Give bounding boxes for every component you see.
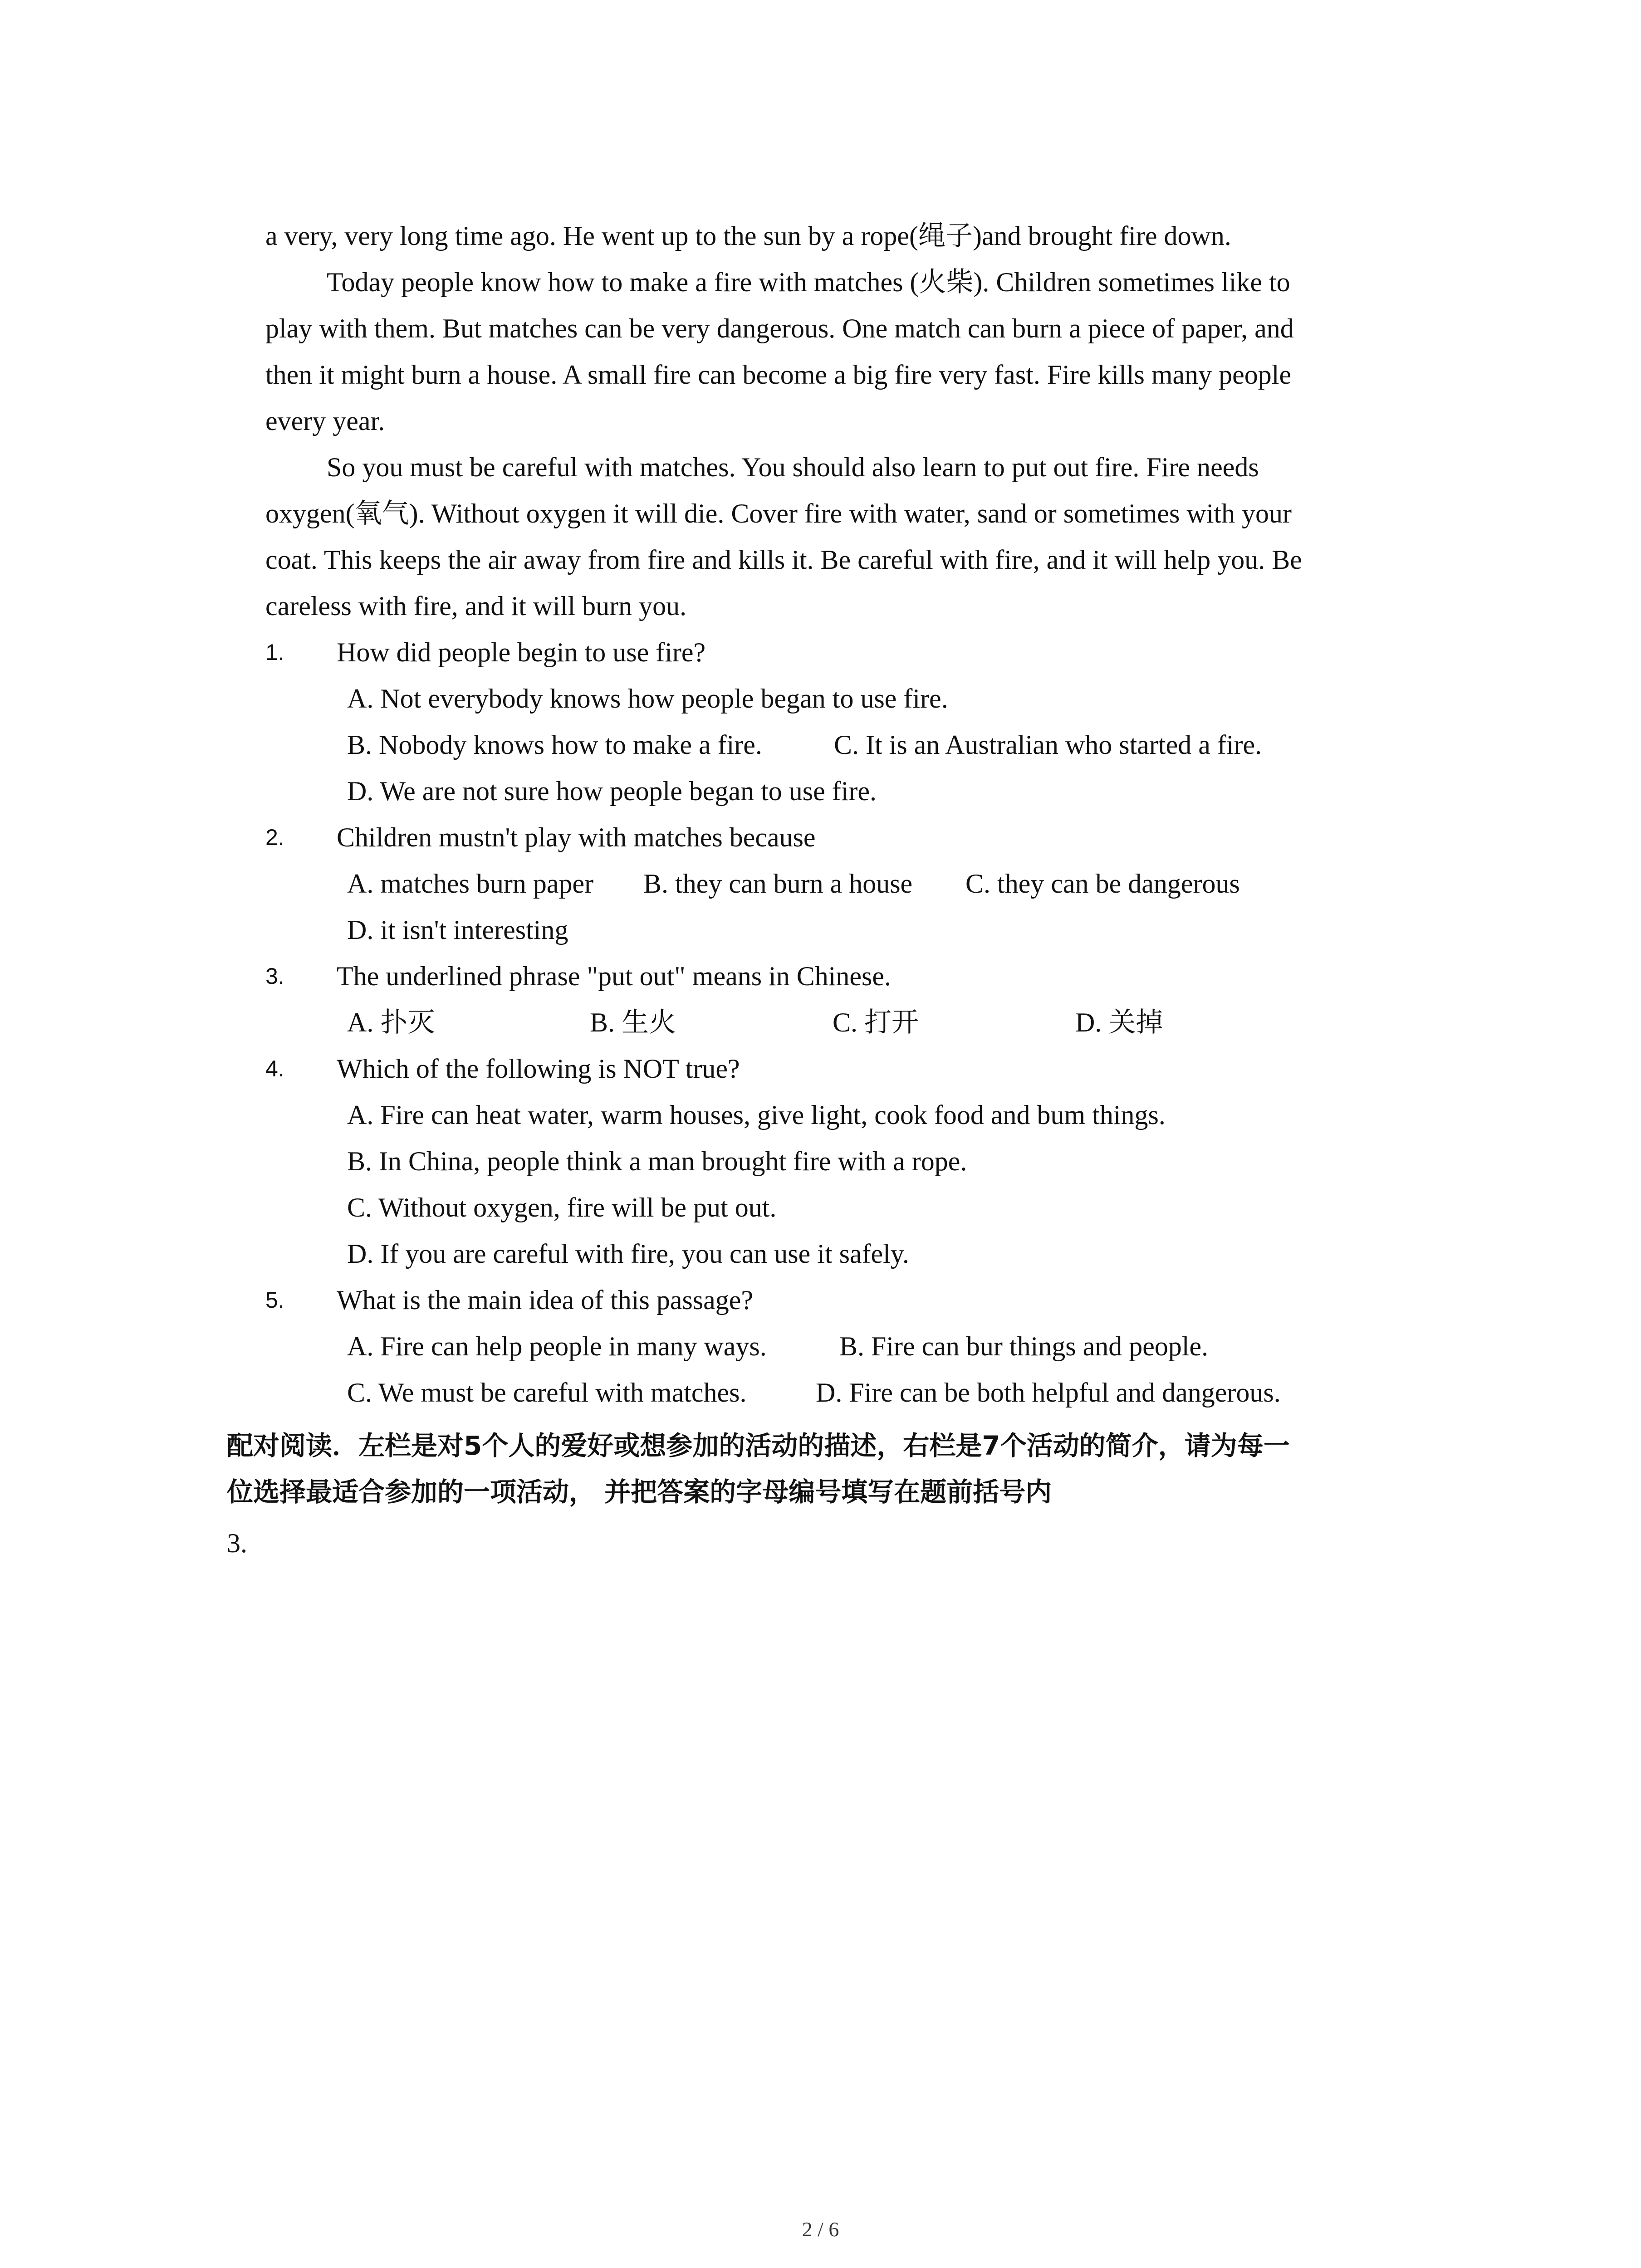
- question-number: 1.: [265, 640, 284, 665]
- section-number: 3.: [227, 1528, 247, 1558]
- passage-line: coat. This keeps the air away from fire and kills it. Be careful with fire, and it will help you. Be: [265, 545, 1302, 575]
- answer-option: D. We are not sure how people began to use fire.: [347, 776, 877, 806]
- passage-line: then it might burn a house. A small fire can become a big fire very fast. Fire kills many people: [265, 360, 1292, 390]
- answer-option: C. 打开: [833, 1007, 919, 1037]
- answer-option: A. Fire can help people in many ways.: [347, 1331, 767, 1361]
- passage-line: Today people know how to make a fire with matches (火柴). Children sometimes like to: [327, 267, 1290, 297]
- answer-option: A. Fire can heat water, warm houses, give light, cook food and bum things.: [347, 1100, 1166, 1130]
- section-instruction: 配对阅读．左栏是对5个人的爱好或想参加的活动的描述，右栏是7个活动的简介，请为每一: [227, 1430, 1290, 1461]
- answer-option: C. It is an Australian who started a fire.: [834, 730, 1262, 760]
- question-stem: Which of the following is NOT true?: [337, 1054, 740, 1084]
- question-number: 2.: [265, 825, 284, 850]
- answer-option: A. matches burn paper: [347, 869, 594, 899]
- answer-option: B. Nobody knows how to make a fire.: [347, 730, 762, 760]
- passage-line: oxygen(氧气). Without oxygen it will die. Cover fire with water, sand or sometimes with your: [265, 499, 1292, 528]
- answer-option: D. Fire can be both helpful and dangerous.: [816, 1378, 1281, 1408]
- passage-line: a very, very long time ago. He went up to the sun by a rope(绳子)and brought fire down.: [265, 221, 1231, 251]
- answer-option: B. In China, people think a man brought fire with a rope.: [347, 1146, 967, 1176]
- answer-option: D. If you are careful with fire, you can use it safely.: [347, 1239, 909, 1269]
- question-stem: What is the main idea of this passage?: [337, 1285, 754, 1315]
- section-instruction: 位选择最适合参加的一项活动， 并把答案的字母编号填写在题前括号内: [227, 1476, 1052, 1507]
- passage-line: every year.: [265, 406, 385, 436]
- passage-line: careless with fire, and it will burn you.: [265, 591, 687, 621]
- answer-option: B. Fire can bur things and people.: [839, 1331, 1209, 1361]
- answer-option: A. Not everybody knows how people began to use fire.: [347, 684, 948, 714]
- answer-option: B. 生火: [590, 1007, 676, 1037]
- answer-option: C. Without oxygen, fire will be put out.: [347, 1193, 777, 1222]
- answer-option: D. 关掉: [1075, 1007, 1163, 1037]
- question-stem: The underlined phrase "put out" means in Chinese.: [337, 961, 892, 991]
- question-number: 3.: [265, 963, 284, 989]
- page-number: 2 / 6: [802, 2218, 839, 2241]
- answer-option: C. We must be careful with matches.: [347, 1378, 747, 1408]
- answer-option: C. they can be dangerous: [965, 869, 1240, 899]
- passage-line: play with them. But matches can be very dangerous. One match can burn a piece of paper, and: [265, 313, 1294, 343]
- question-number: 5.: [265, 1287, 284, 1313]
- question-number: 4.: [265, 1056, 284, 1081]
- answer-option: D. it isn't interesting: [347, 915, 568, 945]
- question-stem: Children mustn't play with matches because: [337, 822, 816, 852]
- answer-option: B. they can burn a house: [643, 869, 913, 899]
- passage-line: So you must be careful with matches. You should also learn to put out fire. Fire needs: [327, 452, 1259, 482]
- question-stem: How did people begin to use fire?: [337, 637, 706, 667]
- answer-option: A. 扑灭: [347, 1007, 435, 1037]
